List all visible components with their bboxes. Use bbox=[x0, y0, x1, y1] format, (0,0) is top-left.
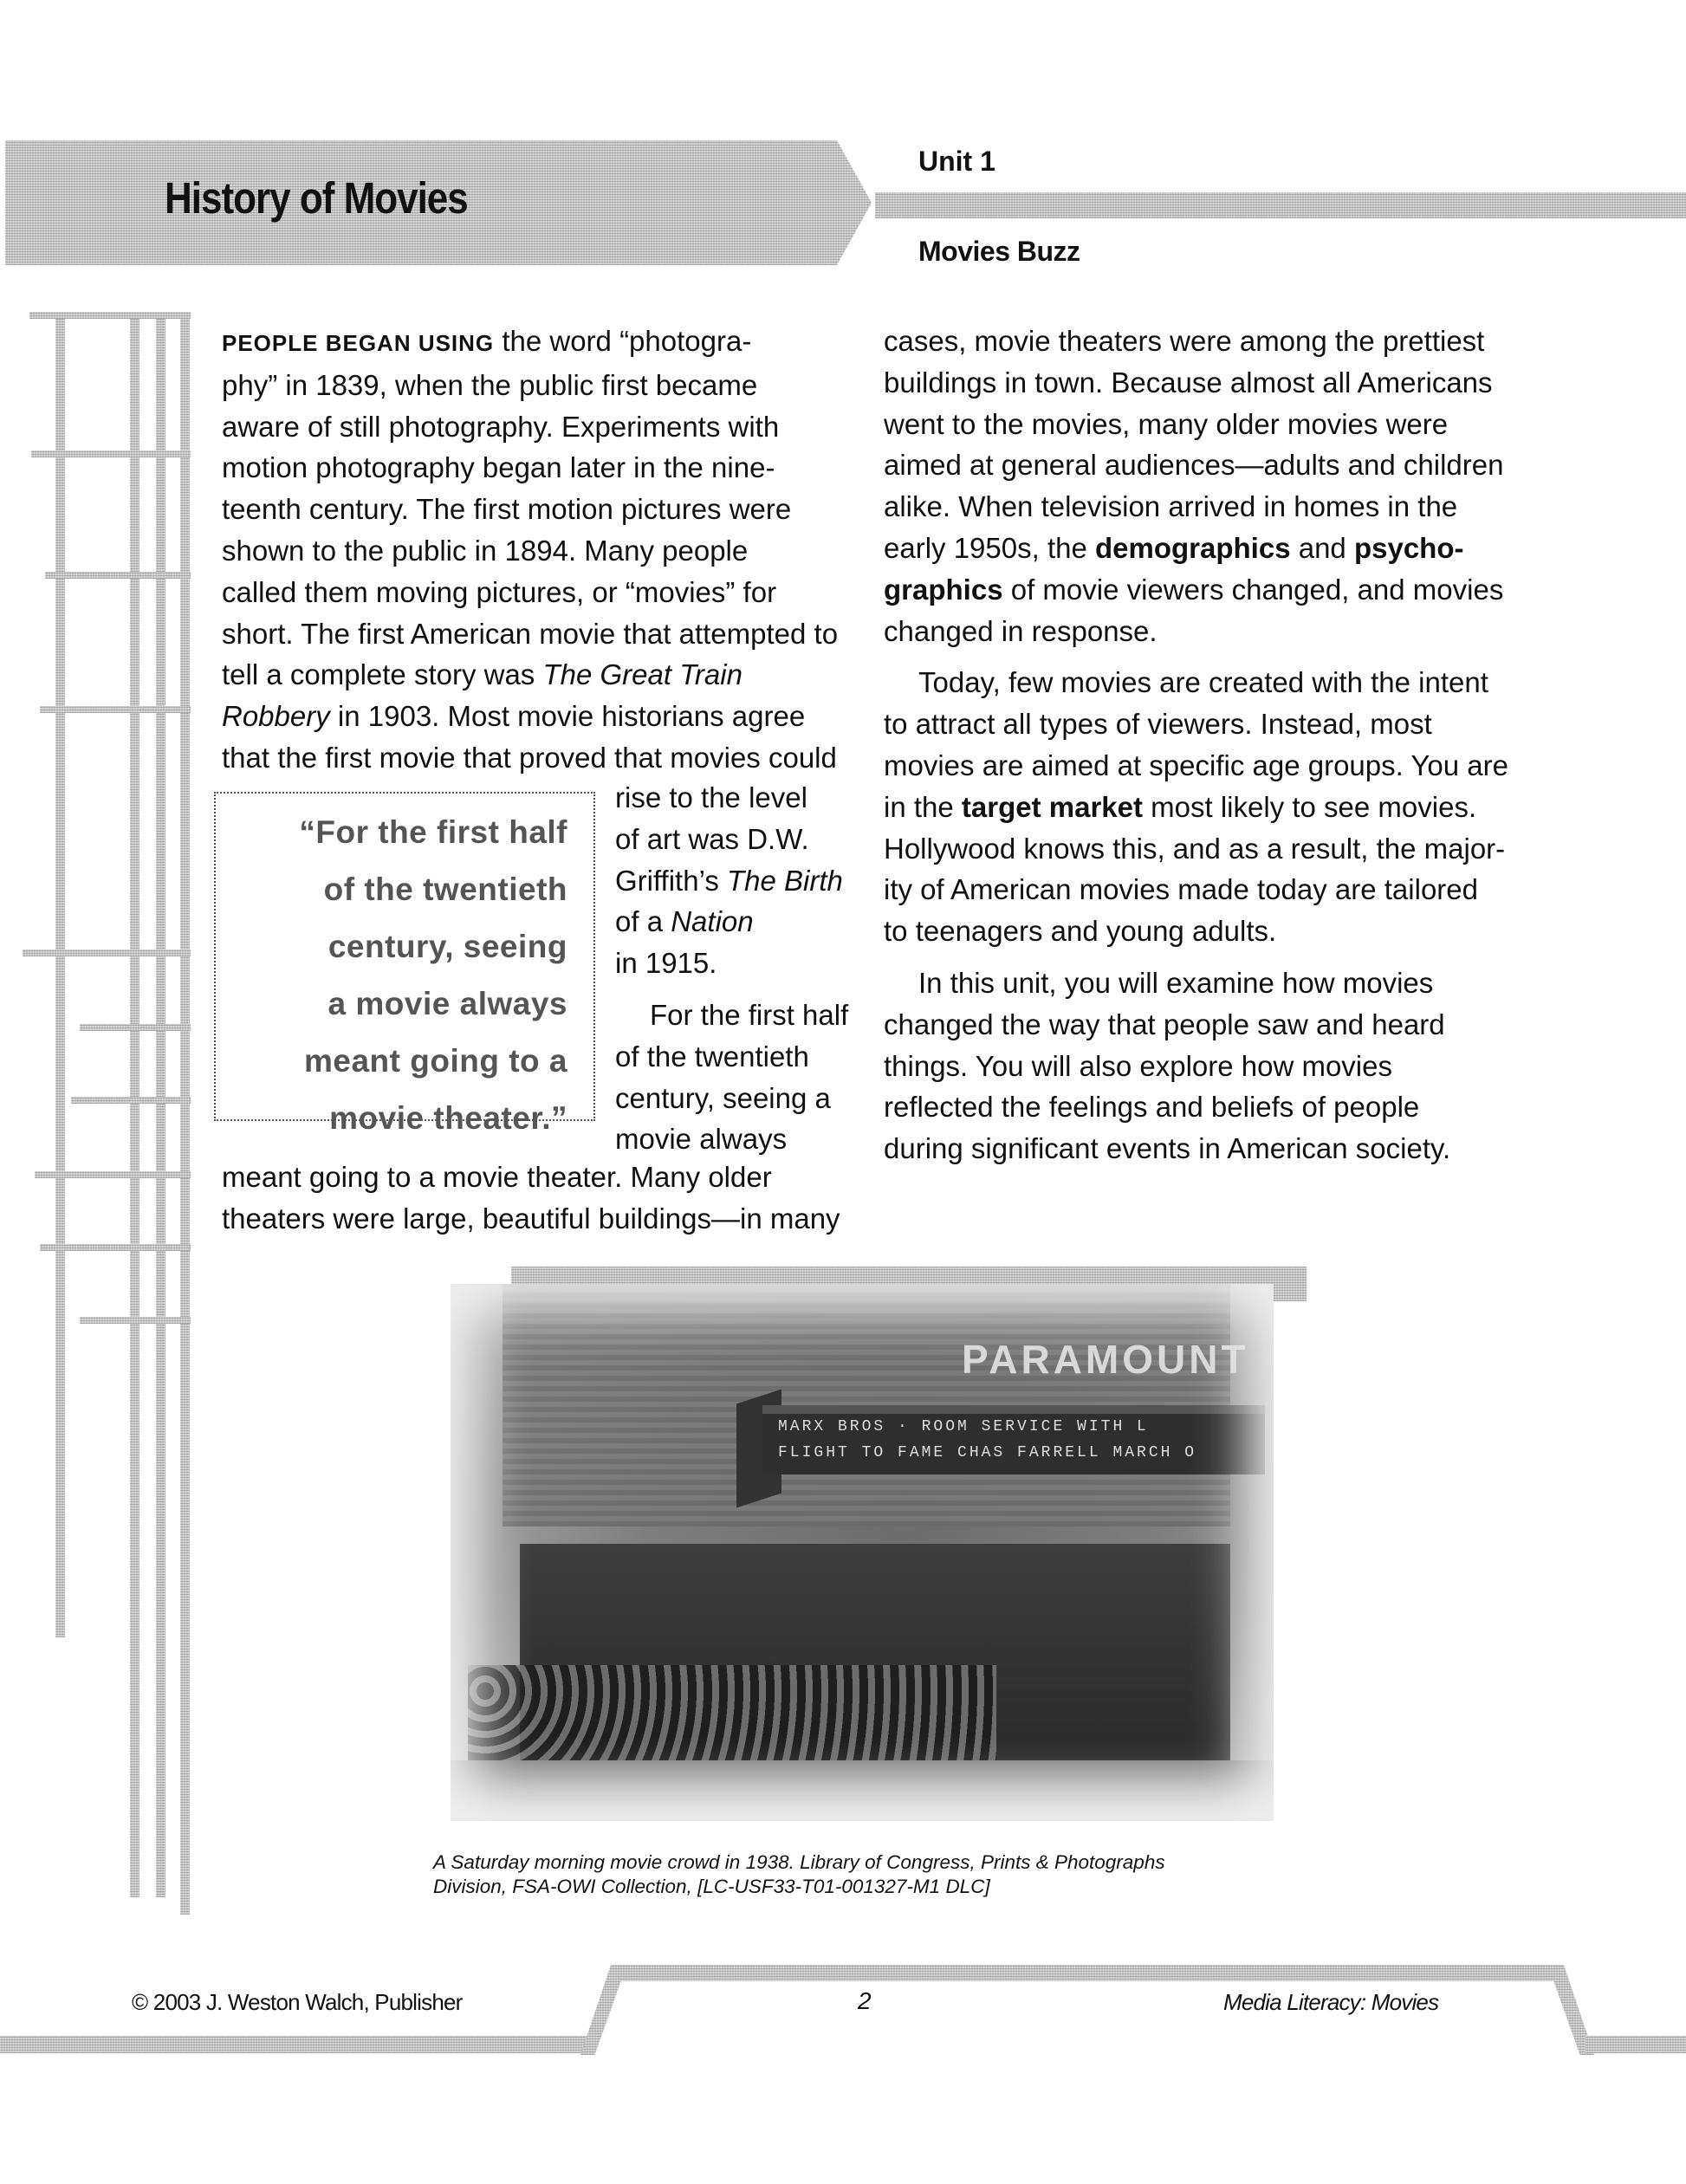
film-title: The Great Train bbox=[542, 658, 742, 691]
footer-tab bbox=[580, 1965, 1594, 2055]
film-title: Nation bbox=[671, 905, 754, 938]
photo-caption: A Saturday morning movie crowd in 1938. Library of Congress, Prints & Photographs Division, FSA-OWI Collection, [LC-USF33-T01-001327-M1 DLC] bbox=[433, 1851, 1165, 1897]
wrapped-text: rise to the level of art was D.W. Griffith’s The Birth of a Nation in 1915. For the first half of the twentieth century, seeing a movie always bbox=[615, 781, 849, 1156]
key-term-demographics: demographics bbox=[1095, 531, 1291, 564]
key-term-target-market: target market bbox=[961, 790, 1143, 823]
theater-marquee: MARX BROS · ROOM SERVICE WITH L FLIGHT TO FAME CHAS FARRELL MARCH O bbox=[762, 1405, 1265, 1474]
header-stripe bbox=[875, 192, 1686, 218]
film-title: Robbery bbox=[222, 700, 330, 733]
paragraph: Today, few movies are created with the intent to attract all types of viewers. Instead, most movies are aimed at specific age groups. You are in the target market most likely to see movies. Hollywood knows this, and as a result, the major- ity of American movies made today are tailored to teenagers and young adults. bbox=[884, 666, 1508, 948]
film-title: The Birth bbox=[727, 864, 843, 897]
paragraph: In this unit, you will examine how movies changed the way that people saw and heard things. You will also explore how movies reflected the feelings and beliefs of people during significant events in American society. bbox=[884, 966, 1451, 1165]
pull-quote-box bbox=[214, 792, 595, 1136]
key-term-psychographics: psycho- bbox=[1353, 531, 1464, 564]
unit-label: Unit 1 bbox=[918, 146, 995, 177]
unit-title: Movies Buzz bbox=[918, 236, 1080, 267]
key-term-psychographics: graphics bbox=[884, 573, 1003, 606]
paramount-sign: PARAMOUNT bbox=[962, 1337, 1249, 1382]
paragraph: cases, movie theaters were among the prettiest buildings in town. Because almost all Americans went to the movies, many older movies were aimed at general audiences—adults and children alike. When television arrived in homes in the early 1950s, the demographics and psycho- graphics of movie viewers changed, and movies changed in response. bbox=[884, 325, 1504, 647]
pull-quote-text: “For the first half of the twentieth century, seeing a movie always meant going to a movie theater.” bbox=[299, 814, 567, 1136]
margin-grid-decoration bbox=[0, 312, 199, 1906]
theater-crowd-photo bbox=[451, 1284, 1274, 1821]
left-column-text: PEOPLE BEGAN USING the word “photogra- phy” in 1839, when the public first became aware of still photography. Experiments with motion photography began later in the nine- teenth century. The first motion pictures were shown to the public in 1894. Many people called them moving pictures, or “movies” for short. The first American movie that attempted to tell a complete story was The Great Train Robbery in 1903. Most movie historians agree that the first movie that proved that movies could bbox=[222, 325, 839, 774]
section-title: History of Movies bbox=[165, 174, 468, 224]
footer-rule-right bbox=[1585, 2036, 1686, 2053]
right-column-text bbox=[884, 321, 1525, 1170]
left-column-text-end: meant going to a movie theater. Many older theaters were large, beautiful buildings—in many bbox=[222, 1161, 840, 1235]
page-number: 2 bbox=[858, 1987, 872, 2014]
footer-book-title: Media Literacy: Movies bbox=[1223, 1989, 1439, 2015]
footer-copyright: © 2003 J. Weston Walch, Publisher bbox=[132, 1989, 463, 2015]
footer-rule-left bbox=[0, 2036, 589, 2053]
lead-in-smallcaps: PEOPLE BEGAN USING bbox=[222, 330, 495, 356]
